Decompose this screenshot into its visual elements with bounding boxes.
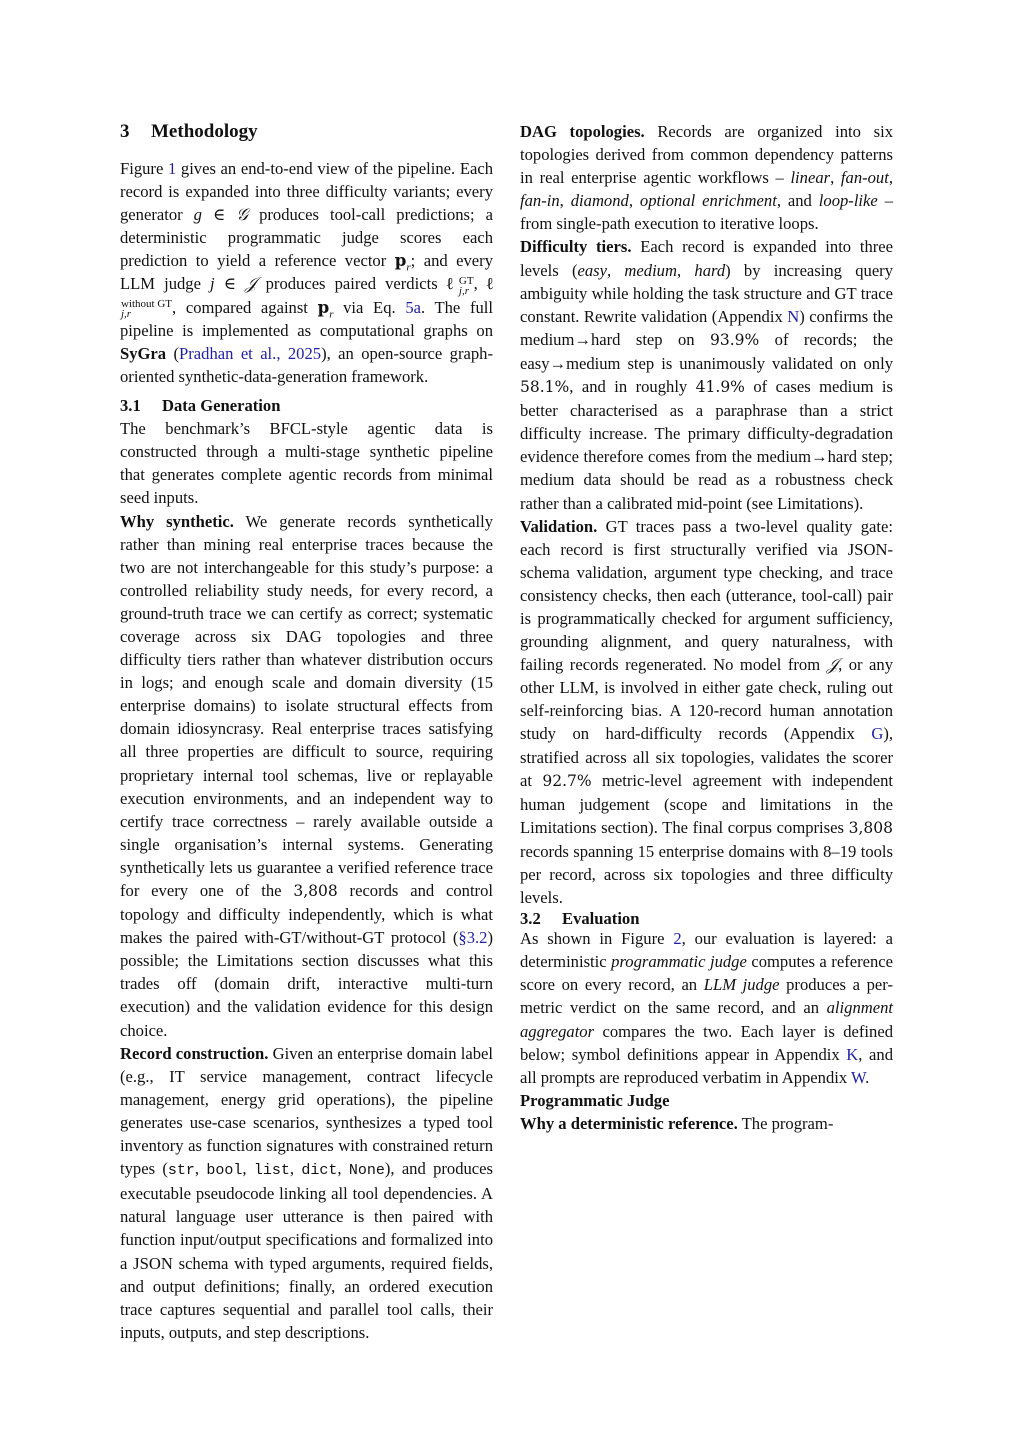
left-column (120, 120, 493, 1344)
record-construction-heading: Record construction. (120, 1043, 269, 1063)
pradhan-citation-link[interactable]: Pradhan et al., 2025 (179, 343, 322, 363)
why-synthetic-paragraph: Why synthetic. We generate records synthetically rather than mining real enterprise traces because the two are not interchangeable for this study’s purpose: a controlled reliability study needs, for every record, a ground-truth trace we can certify as correct; systematic coverage across six DAG topologies and three difficulty tiers rather than whatever distribution occurs in logs; and enough scale and domain diversity (15 enterprise domains) to isolate structural effects from domain idiosyncrasy. Real enterprise traces satisfying all three properties are difficult to source, requiring proprietary internal tool schemas, live or replayable execution environments, and an independent way to certify trace correctness – rarely available outside a single organisation’s internal systems. Generating synthetically lets us guarantee a verified reference trace for every one of the 3,808 records and control topology and difficulty independently, which is what makes the paired with-GT/without-GT protocol (§3.2) possible; the Limitations section discusses what this trades off (domain drift, interactive multi-turn execution) and the validation evidence for this design choice. (120, 511, 493, 1040)
dag-topologies-paragraph: DAG topologies. Records are organized into six topologies derived from common dependency patterns in real enterprise agentic workflows – linear, fan-out, fan-in, diamond, optional enrichment, and loop-like – from single-path execution to iterative loops. (520, 122, 894, 234)
evaluation-paragraph: As shown in Figure 2, our evaluation is layered: a deterministic programmatic judge computes a reference score on every record, an LLM judge produces a per-metric verdict on the same record, and an alignment aggregator compares the two. Each layer is defined below; symbol definitions appear in Appendix K, and all prompts are reproduced verbatim in Appendix W. (520, 929, 893, 1087)
programmatic-judge-heading: Programmatic Judge (520, 1090, 670, 1110)
section-number: 3 (120, 121, 130, 142)
why-synthetic-heading: Why synthetic. (120, 511, 234, 531)
math-ell-without-gt: ℓ (486, 274, 494, 294)
equation-5a-link[interactable]: 5a (405, 297, 421, 317)
math-ell-gt: ℓ (446, 274, 458, 294)
sygra-name: SyGra (120, 343, 167, 363)
subsection-heading-3-1: 3.1 Data Generation (120, 396, 281, 416)
appendix-g-link[interactable]: G (871, 724, 884, 744)
record-construction-paragraph: Record construction. Given an enterprise domain label (e.g., IT service management, contract lifecycle management, energy grid operations), the pipeline generates use-case scenarios, synthesizes a typed tool inventory as function signatures with constrained return types (str, bool, list, dict, None), and produces executable pseudocode linking all tool dependencies. A natural language user utterance is then paired with function input/output specifications and formalized into a JSON schema with typed arguments, required fields, and output definitions; finally, an ordered execution trace captures sequential and parallel tool calls, their inputs, outputs, and step descriptions. (120, 1043, 493, 1342)
why-deterministic-heading: Why a deterministic reference. (520, 1113, 738, 1133)
data-generation-paragraph: The benchmark’s BFCL-style agentic data is constructed through a multi-stage synthetic pipeline that generates complete agentic records from minimal seed inputs. (120, 419, 493, 508)
subsection-heading-3-2: 3.2 Evaluation (520, 909, 640, 929)
why-deterministic-paragraph: Why a deterministic reference. The program- (520, 1113, 834, 1133)
appendix-k-link[interactable]: K (846, 1044, 859, 1064)
appendix-n-link[interactable]: N (787, 306, 800, 326)
figure-2-link[interactable]: 2 (673, 929, 682, 949)
math-g-in-G: g ∈ 𝒢 (193, 205, 249, 225)
validation-paragraph: Validation. GT traces pass a two-level quality gate: each record is first structurally verified via JSON-schema validation, argument type checking, and trace consistency checks, then each (utterance, tool-call) pair is programmatically checked for argument sufficiency, grounding alignment, and query naturalness, with failing records regenerated. No model from 𝒥, or any other LLM, is involved in either gate check, ruling out self-reinforcing bias. A 120-record human annotation study on hard-difficulty records (Appendix G), stratified across all six topologies, validates the scorer at 92.7% metric-level agreement with independent human judgement (scope and limitations in the Limitations section). The final corpus comprises 3,808 records spanning 15 enterprise domains with 8–19 tools per record, across six topologies and three difficulty levels. (520, 516, 893, 908)
section-title: Methodology (151, 121, 258, 142)
section-heading (120, 120, 493, 144)
figure-1-link[interactable]: 1 (167, 159, 177, 178)
appendix-w-link[interactable]: W (851, 1067, 866, 1087)
right-column (520, 120, 893, 1135)
validation-heading: Validation. (520, 516, 598, 536)
difficulty-tiers-heading: Difficulty tiers. (520, 237, 632, 257)
difficulty-tiers-paragraph: Difficulty tiers. Each record is expanded into three levels (easy, medium, hard) by increasing query ambiguity while holding the task structure and GT trace constant. Rewrite validation (Appendix N) confirms the medium→hard step on 93.9% of records; the easy→medium step is unanimously validated on only 58.1%, and in roughly 41.9% of cases medium is better characterised as a paraphrase than a strict difficulty increase. The primary difficulty-degradation evidence therefore comes from the medium→hard step; medium data should be read as a robustness check rather than a calibrated mid-point (see Limitations). (520, 237, 894, 513)
section-3-2-link[interactable]: §3.2 (458, 928, 488, 948)
intro-paragraph: Figure 1 gives an end-to-end view of the pipeline. Each record is expanded into three difficulty variants; every generator g ∈ 𝒢 produces tool-call predictions; a deterministic programmatic judge scores each prediction to yield a reference vector 𝐩$_r$; and every LLM judge j ∈ 𝒥 produces paired verdicts ℓ GT j,r , ℓ without GT j,r , compared against 𝐩$_r$ via Eq. 5a. The full pipeline is implemented as computational graphs on SyGra (Pradhan et al., 2025), an open-source graph-oriented synthetic-data-generation framework. (120, 159, 494, 387)
math-j-in-J: j ∈ 𝒥 (210, 274, 257, 294)
dag-topologies-heading: DAG topologies. (520, 122, 645, 141)
